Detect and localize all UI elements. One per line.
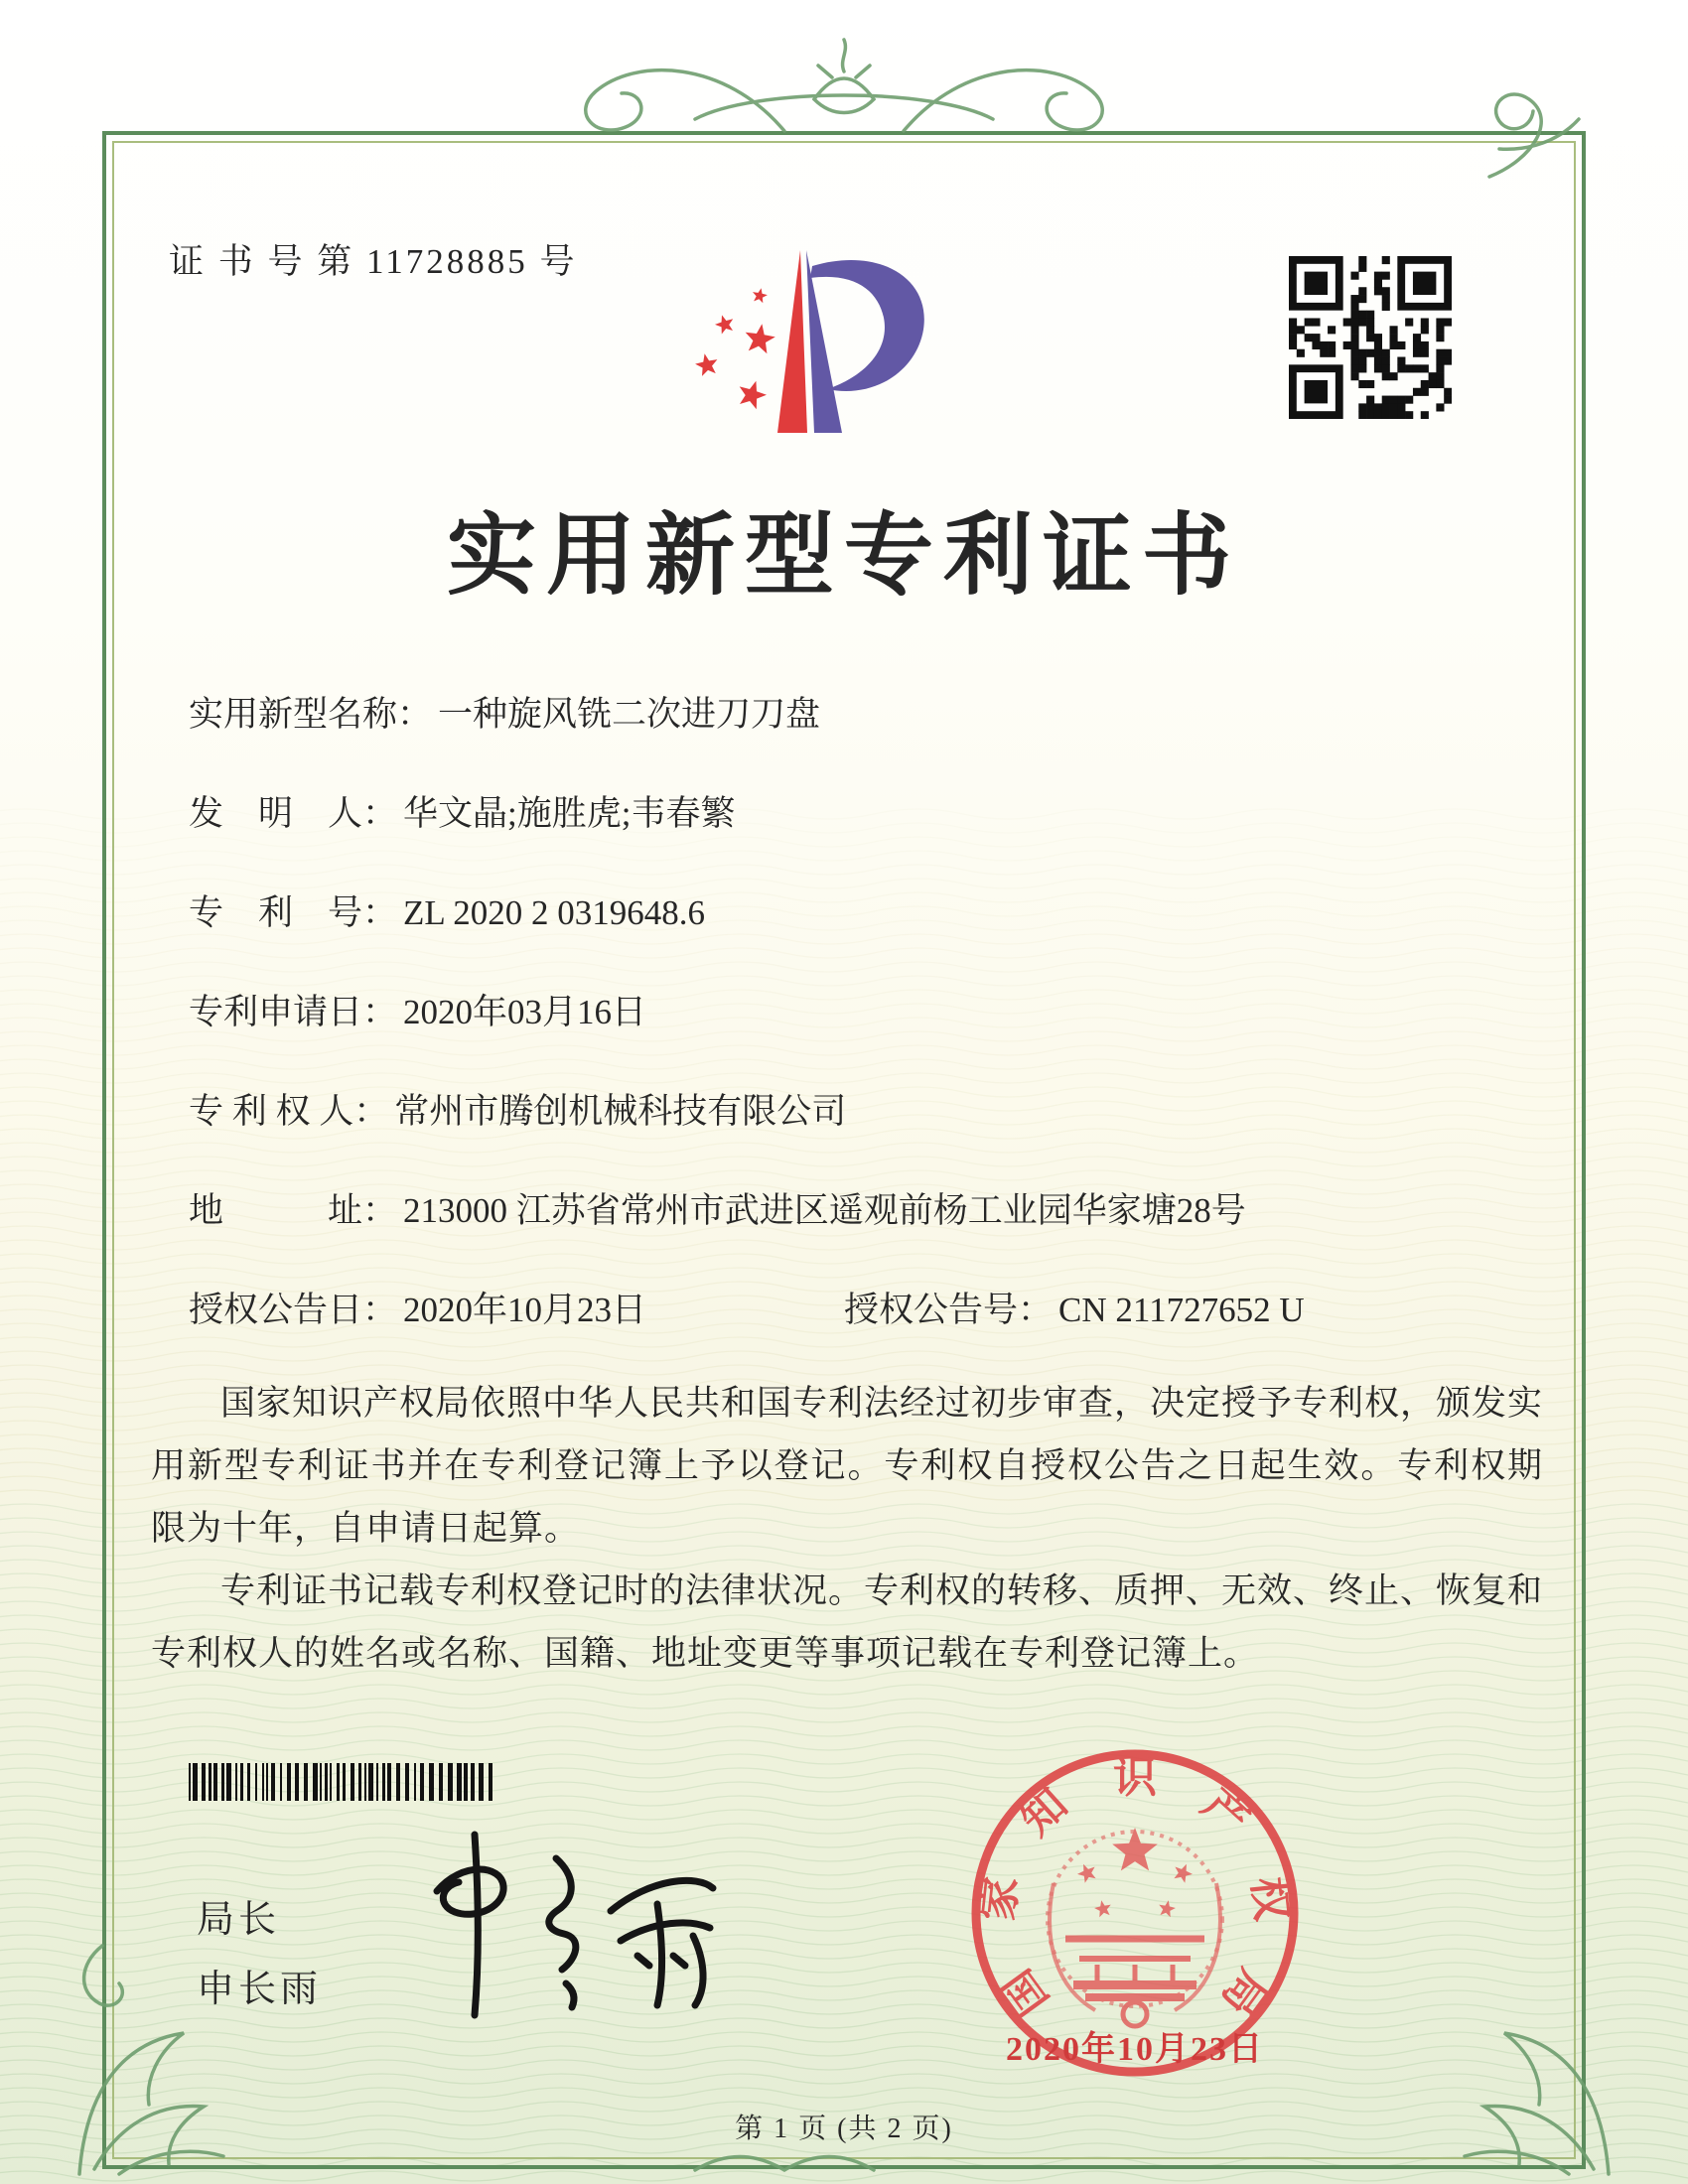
seal-date: 2020年10月23日 <box>1006 2031 1264 2068</box>
field-value: 213000 江苏省常州市武进区遥观前杨工业园华家塘28号 <box>403 1191 1246 1230</box>
qr-code <box>1289 256 1452 419</box>
field-value: ZL 2020 2 0319648.6 <box>403 893 705 932</box>
field-row-filing-date <box>189 985 646 1036</box>
grant-number-value: CN 211727652 U <box>1058 1291 1305 1329</box>
director-title: 局长 <box>197 1899 281 1941</box>
field-label: 专利申请日： <box>189 993 398 1031</box>
director-signature <box>407 1817 725 2030</box>
field-label: 专 利 权 人： <box>189 1092 389 1131</box>
grant-number-label: 授权公告号： <box>844 1291 1054 1329</box>
field-row-grant <box>189 1283 1305 1334</box>
svg-text:产: 产 <box>1193 1779 1259 1845</box>
field-label: 实用新型名称： <box>189 695 433 734</box>
field-value: 2020年03月16日 <box>403 993 647 1031</box>
border-frame-inner <box>112 141 1576 2159</box>
field-label: 发 明 人： <box>189 794 398 833</box>
body-paragraph-2: 专利证书记载专利权登记时的法律状况。专利权的转移、质押、无效、终止、恢复和专利权人的姓名或名称、国籍、地址变更等事项记载在专利登记簿上。 <box>151 1571 1544 1673</box>
field-label: 专 利 号： <box>189 893 398 932</box>
svg-text:局: 局 <box>1211 1961 1278 2025</box>
logo-stars <box>695 288 775 409</box>
field-value: 常州市腾创机械科技有限公司 <box>394 1092 847 1131</box>
director-name: 申长雨 <box>197 1969 323 2010</box>
national-emblem-icon <box>1048 1828 1222 2026</box>
page-footer: 第 1 页 (共 2 页) <box>735 2114 953 2144</box>
svg-text:知: 知 <box>1011 1779 1077 1845</box>
cnipa-logo-icon <box>645 238 943 437</box>
svg-text:识: 识 <box>1113 1753 1157 1802</box>
svg-text:权: 权 <box>1243 1874 1297 1924</box>
field-row-patentee <box>189 1084 846 1136</box>
logo-red-wedge <box>777 250 807 433</box>
barcode <box>189 1763 496 1801</box>
field-row-address <box>189 1183 1246 1235</box>
field-row-utility-model-name <box>189 687 820 739</box>
body-paragraph-1: 国家知识产权局依照中华人民共和国专利法经过初步审查，决定授予专利权，颁发实用新型专利证书并在专利登记簿上予以登记。专利权自授权公告之日起生效。专利权期限为十年，自申请日起算。 <box>151 1384 1544 1548</box>
field-row-inventors <box>189 786 735 838</box>
grant-date-label: 授权公告日： <box>189 1291 398 1329</box>
legal-body-text <box>151 1372 1543 1685</box>
grant-date-value: 2020年10月23日 <box>403 1291 647 1329</box>
field-label: 地 址： <box>189 1191 398 1230</box>
certificate-number: 证 书 号 第 11728885 号 <box>169 242 578 281</box>
svg-text:国: 国 <box>992 1961 1058 2025</box>
field-value: 一种旋风铣二次进刀刀盘 <box>438 695 821 734</box>
page-title: 实用新型专利证书 <box>447 507 1241 606</box>
field-row-patent-number <box>189 886 705 937</box>
field-value: 华文晶;施胜虎;韦春繁 <box>403 794 736 833</box>
svg-text:家: 家 <box>973 1874 1027 1924</box>
